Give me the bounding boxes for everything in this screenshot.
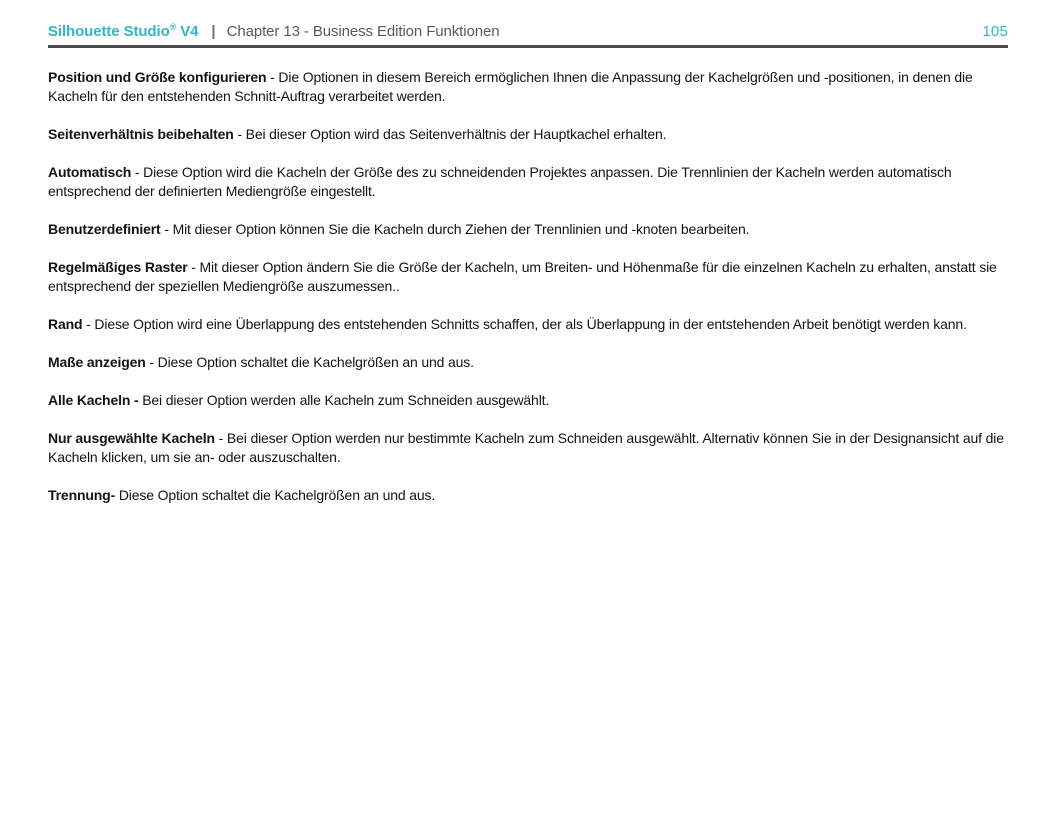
header-divider-rule [48,45,1008,48]
paragraph-body: - Bei dieser Option werden nur bestimmte Kacheln zum Schneiden ausgewählt. Alternativ können Sie in der Designansicht auf die Kacheln klicken, um sie an- oder auszuschalten. [48,430,1004,465]
page-number: 105 [982,23,1008,40]
paragraph-body: - Diese Option wird die Kacheln der Größe des zu schneidenden Projektes anpassen. Die Trennlinien der Kacheln werden automatisch entsprechend der definierten Mediengröße eingestellt. [48,164,952,199]
chapter-title: Chapter 13 - Business Edition Funktionen [226,23,500,40]
paragraph-body: - Mit dieser Option können Sie die Kacheln durch Ziehen der Trennlinien und -knoten bearbeiten. [160,221,750,237]
brand-name: Silhouette Studio [48,23,170,40]
paragraph-body: Diese Option schaltet die Kachelgrößen an und aus. [115,487,436,503]
paragraph-body: Bei dieser Option werden alle Kacheln zum Schneiden ausgewählt. [138,392,550,408]
header-separator: | [211,23,216,40]
paragraph-body: - Diese Option wird eine Überlappung des entstehenden Schnitts schaffen, der als Überlappung in der entstehenden Arbeit benötigt werden kann. [82,316,967,332]
page-header [48,22,1008,41]
paragraph-regelmaessiges-raster [48,258,1008,296]
paragraph-body: - Bei dieser Option wird das Seitenverhältnis der Hauptkachel erhalten. [233,126,667,142]
header-left-group [48,22,499,41]
paragraph-trennung [48,486,1008,505]
paragraph-benutzerdefiniert [48,220,1008,239]
paragraph-body: - Die Optionen in diesem Bereich ermöglichen Ihnen die Anpassung der Kachelgrößen und -positionen, in denen die Kacheln für den entstehenden Schnitt-Auftrag verarbeitet werden. [48,69,973,104]
paragraph-lead: Automatisch [48,164,132,180]
page-body [48,68,1008,524]
paragraph-lead: Rand [48,316,83,332]
paragraph-masse-anzeigen [48,353,1008,372]
paragraph-lead: Seitenverhältnis beibehalten [48,126,234,142]
brand-title [48,22,198,41]
paragraph-automatisch [48,163,1008,201]
paragraph-seitenverhaeltnis [48,125,1008,144]
paragraph-lead: Nur ausgewählte Kacheln [48,430,215,446]
paragraph-lead: Trennung- [48,487,116,503]
paragraph-nur-ausgewaehlte-kacheln [48,429,1008,467]
paragraph-lead: Position und Größe konfigurieren [48,69,267,85]
paragraph-body: - Mit dieser Option ändern Sie die Größe der Kacheln, um Breiten- und Höhenmaße für die einzelnen Kacheln zu erhalten, anstatt sie entsprechend der speziellen Mediengröße auszumessen.. [48,259,997,294]
paragraph-lead: Alle Kacheln - [48,392,139,408]
paragraph-body: - Diese Option schaltet die Kachelgrößen an und aus. [145,354,474,370]
brand-version: V4 [176,23,199,40]
registered-trademark-symbol: ® [169,22,177,32]
paragraph-rand [48,315,1008,334]
paragraph-lead: Regelmäßiges Raster [48,259,188,275]
paragraph-lead: Benutzerdefiniert [48,221,161,237]
paragraph-lead: Maße anzeigen [48,354,146,370]
paragraph-alle-kacheln [48,391,1008,410]
paragraph-position-und-groesse [48,68,1008,106]
